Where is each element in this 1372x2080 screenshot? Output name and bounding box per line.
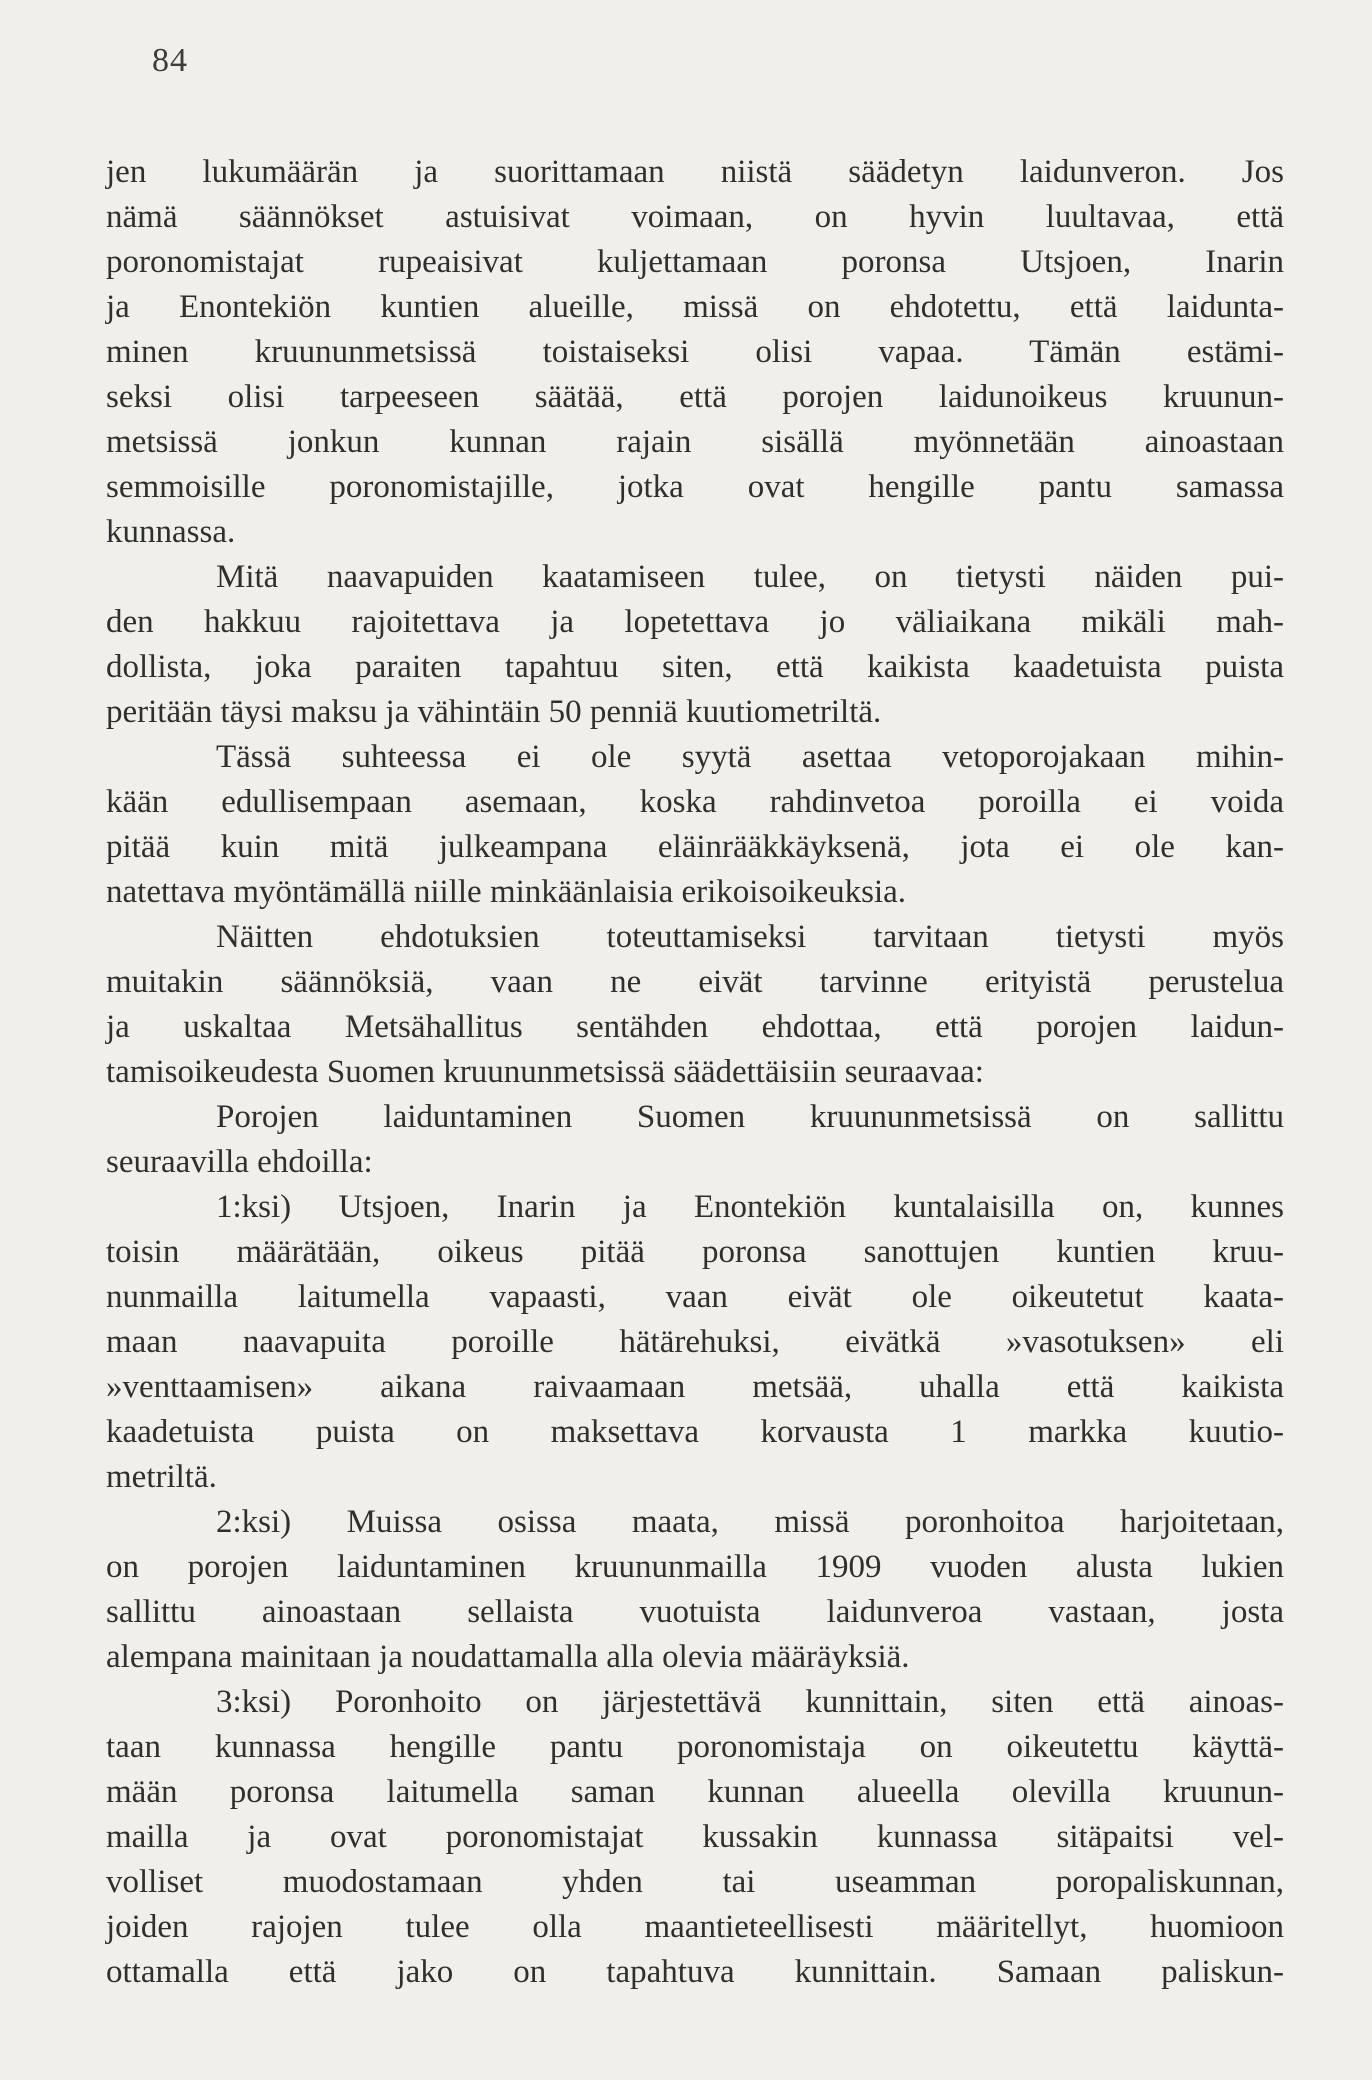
- text-line: minen kruununmetsissä toistaiseksi olisi vapaa. Tämän estämi-: [106, 334, 1284, 370]
- text-line: mään poronsa laitumella saman kunnan alueella olevilla kruunun-: [106, 1774, 1284, 1810]
- text-line: toisin määrätään, oikeus pitää poronsa sanottujen kuntien kruu-: [106, 1234, 1284, 1270]
- paragraph-start-line: 3:ksi) Poronhoito on järjestettävä kunnittain, siten että ainoas-: [216, 1684, 1284, 1720]
- text-line: seuraavilla ehdoilla:: [106, 1144, 373, 1180]
- text-line: kään edullisempaan asemaan, koska rahdinvetoa poroilla ei voida: [106, 784, 1284, 820]
- text-line: pitää kuin mitä julkeampana eläinrääkkäyksenä, jota ei ole kan-: [106, 829, 1284, 865]
- text-line: joiden rajojen tulee olla maantieteellisesti määritellyt, huomioon: [106, 1909, 1284, 1945]
- text-line: semmoisille poronomistajille, jotka ovat hengille pantu samassa: [106, 469, 1284, 505]
- paragraph-start-line: 2:ksi) Muissa osissa maata, missä poronhoitoa harjoitetaan,: [216, 1504, 1284, 1540]
- paragraph-start-line: Porojen laiduntaminen Suomen kruununmetsissä on sallittu: [216, 1099, 1284, 1135]
- text-line: sallittu ainoastaan sellaista vuotuista laidunveroa vastaan, josta: [106, 1594, 1284, 1630]
- text-line: den hakkuu rajoitettava ja lopetettava jo väliaikana mikäli mah-: [106, 604, 1284, 640]
- text-line: kaadetuista puista on maksettava korvausta 1 markka kuutio-: [106, 1414, 1284, 1450]
- text-line: volliset muodostamaan yhden tai useamman poropaliskunnan,: [106, 1864, 1284, 1900]
- text-line: tamisoikeudesta Suomen kruununmetsissä säädettäisiin seuraavaa:: [106, 1054, 984, 1090]
- text-line: ja uskaltaa Metsähallitus sentähden ehdottaa, että porojen laidun-: [106, 1009, 1284, 1045]
- text-line: »venttaamisen» aikana raivaamaan metsää, uhalla että kaikista: [106, 1369, 1284, 1405]
- text-line: nunmailla laitumella vapaasti, vaan eivät ole oikeutetut kaata-: [106, 1279, 1284, 1315]
- text-line: nämä säännökset astuisivat voimaan, on hyvin luultavaa, että: [106, 199, 1284, 235]
- text-line: alempana mainitaan ja noudattamalla alla olevia määräyksiä.: [106, 1639, 910, 1675]
- text-line: ottamalla että jako on tapahtuva kunnittain. Samaan paliskun-: [106, 1954, 1284, 1990]
- text-line: mailla ja ovat poronomistajat kussakin kunnassa sitäpaitsi vel-: [106, 1819, 1284, 1855]
- page-number: 84: [152, 42, 188, 79]
- text-line: taan kunnassa hengille pantu poronomistaja on oikeutettu käyttä-: [106, 1729, 1284, 1765]
- text-line: on porojen laiduntaminen kruununmailla 1909 vuoden alusta lukien: [106, 1549, 1284, 1585]
- paragraph-start-line: Mitä naavapuiden kaatamiseen tulee, on tietysti näiden pui-: [216, 559, 1284, 595]
- text-line: natettava myöntämällä niille minkäänlaisia erikoisoikeuksia.: [106, 874, 907, 910]
- text-line: ja Enontekiön kuntien alueille, missä on ehdotettu, että laidunta-: [106, 289, 1284, 325]
- text-line: metsissä jonkun kunnan rajain sisällä myönnetään ainoastaan: [106, 424, 1284, 460]
- paragraph-start-line: Tässä suhteessa ei ole syytä asettaa vetoporojakaan mihin-: [216, 739, 1284, 775]
- paragraph-start-line: 1:ksi) Utsjoen, Inarin ja Enontekiön kuntalaisilla on, kunnes: [216, 1189, 1284, 1225]
- text-line: maan naavapuita poroille hätärehuksi, eivätkä »vasotuksen» eli: [106, 1324, 1284, 1360]
- text-line: kunnassa.: [106, 514, 236, 550]
- text-line: peritään täysi maksu ja vähintäin 50 penniä kuutiometriltä.: [106, 694, 882, 730]
- text-line: muitakin säännöksiä, vaan ne eivät tarvinne erityistä perustelua: [106, 964, 1284, 1000]
- text-line: seksi olisi tarpeeseen säätää, että porojen laidunoikeus kruunun-: [106, 379, 1284, 415]
- paragraph-start-line: Näitten ehdotuksien toteuttamiseksi tarvitaan tietysti myös: [216, 919, 1284, 955]
- body-text: [106, 150, 1284, 1995]
- text-line: poronomistajat rupeaisivat kuljettamaan poronsa Utsjoen, Inarin: [106, 244, 1284, 280]
- text-line: jen lukumäärän ja suorittamaan niistä säädetyn laidunveron. Jos: [106, 154, 1284, 190]
- text-line: dollista, joka paraiten tapahtuu siten, että kaikista kaadetuista puista: [106, 649, 1284, 685]
- text-line: metriltä.: [106, 1459, 217, 1495]
